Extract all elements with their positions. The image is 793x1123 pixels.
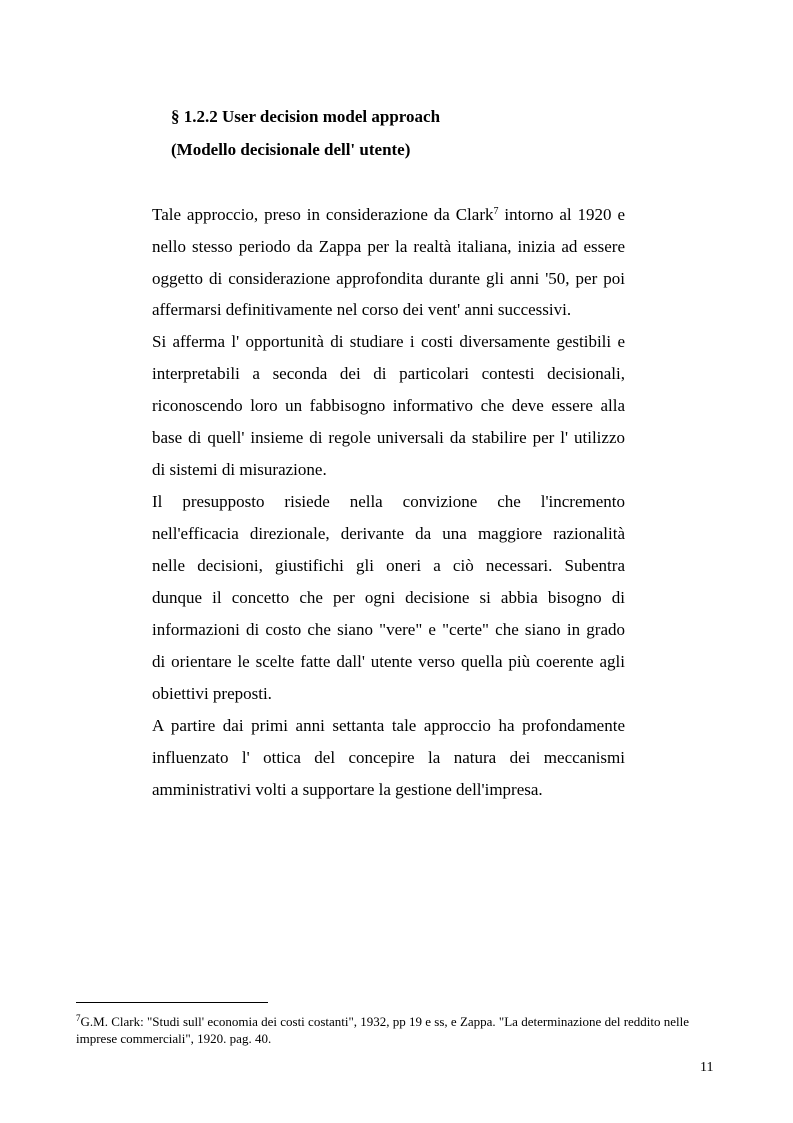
footnote-text: $^7$G.M. Clark: "Studi sull' economia dei costi costanti", 1932, pp 19 e ss, e Zappa. "La determinazione del reddito nelle xyxy=(76,1013,690,1029)
body-line: influenzato l' ottica del concepire la natura dei meccanismi xyxy=(152,748,625,767)
footnote-divider xyxy=(76,1002,268,1003)
body-line: nelle decisioni, giustifichi gli oneri a ciò necessari. Subentra xyxy=(152,556,625,575)
body-line: amministrativi volti a supportare la gestione dell'impresa. xyxy=(152,780,543,799)
footnote-reference[interactable]: 7 xyxy=(493,206,499,217)
body-line: Tale approccio, preso in considerazione da Clark$^7$ intorno al 1920 e xyxy=(152,205,625,224)
body-line: Si afferma l' opportunità di studiare i costi diversamente gestibili e xyxy=(152,332,625,351)
section-subtitle: (Modello decisionale dell' utente) xyxy=(171,140,411,159)
body-line: affermarsi definitivamente nel corso dei vent' anni successivi. xyxy=(152,300,572,319)
page-number: 11 xyxy=(700,1060,714,1075)
body-line: obiettivi preposti. xyxy=(152,684,272,703)
body-line: nell'efficacia direzionale, derivante da una maggiore razionalità xyxy=(152,524,625,543)
body-line: dunque il concetto che per ogni decisione si abbia bisogno di xyxy=(152,588,625,607)
body-line: riconoscendo loro un fabbisogno informativo che deve essere alla xyxy=(152,396,625,415)
body-line: informazioni di costo che siano "vere" e "certe" che siano in grado xyxy=(152,620,625,639)
body-line: nello stesso periodo da Zappa per la realtà italiana, inizia ad essere xyxy=(152,237,625,256)
body-line: A partire dai primi anni settanta tale approccio ha profondamente xyxy=(152,716,625,735)
footnote-marker: 7 xyxy=(76,1013,81,1023)
body-line: interpretabili a seconda dei di particolari contesti decisionali, xyxy=(152,364,625,383)
section-title: § 1.2.2 User decision model approach xyxy=(171,107,441,126)
body-line: di orientare le scelte fatte dall' utente verso quella più coerente agli xyxy=(152,652,625,671)
footnote-text: imprese commerciali", 1920. pag. 40. xyxy=(76,1031,272,1046)
body-line: Il presupposto risiede nella convizione che l'incremento xyxy=(152,492,625,511)
body-line: di sistemi di misurazione. xyxy=(152,460,327,479)
body-line: base di quell' insieme di regole universali da stabilire per l' utilizzo xyxy=(152,428,625,447)
body-line: oggetto di considerazione approfondita durante gli anni '50, per poi xyxy=(152,269,625,288)
